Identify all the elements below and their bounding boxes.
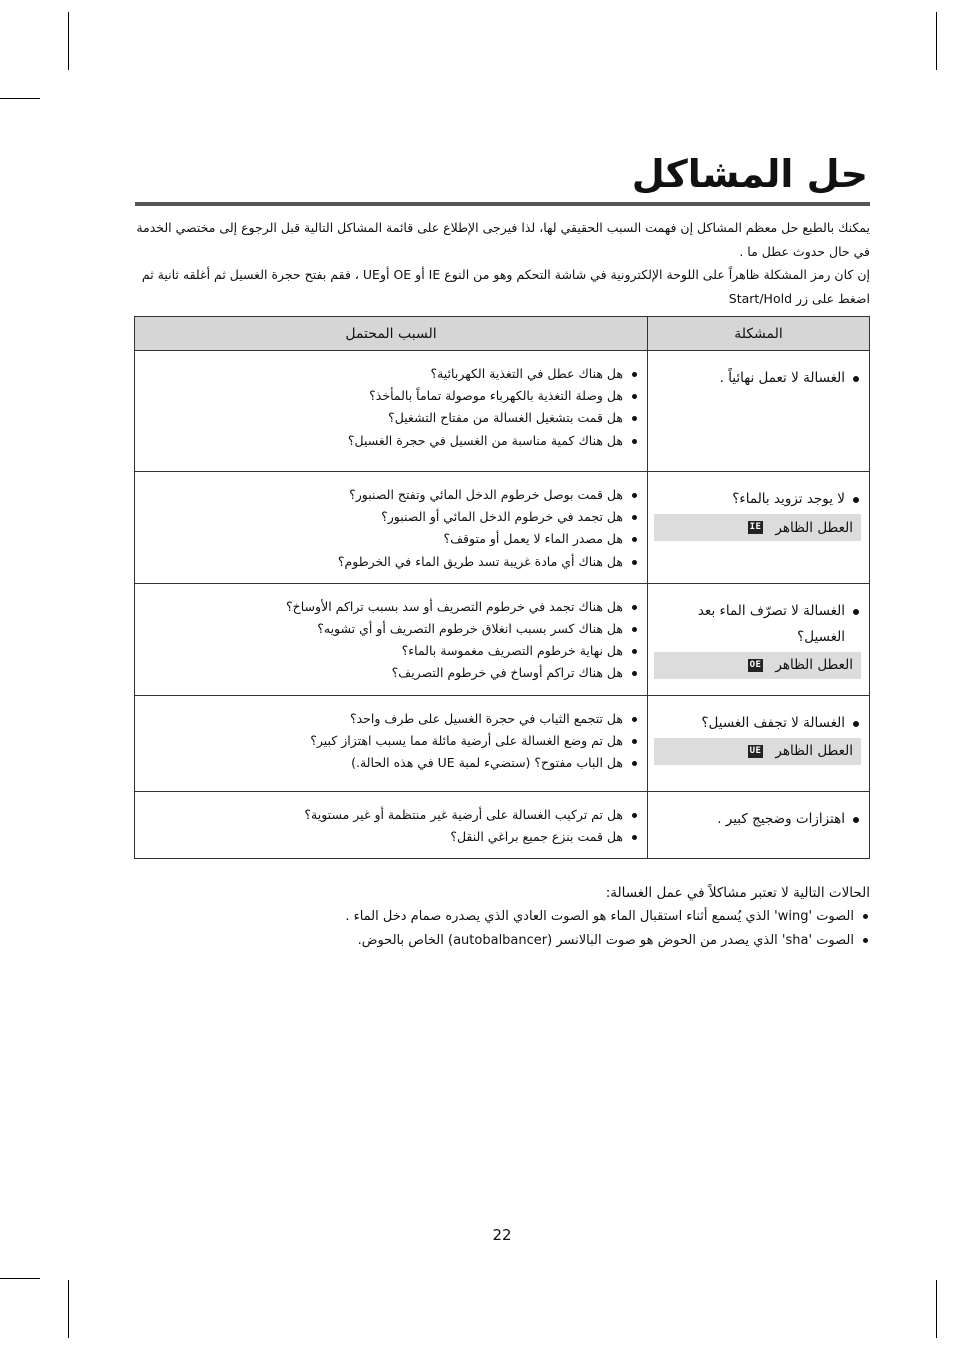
error-code-badge: OE [749,659,762,670]
intro-text [135,216,870,310]
header-cause: السبب المحتمل [135,317,648,351]
list-item: هل قمت بنزع جميع براغي النقل؟ [143,826,639,848]
list-item: هل هناك تراكم أوساخ في خرطوم التصريف؟ [143,662,639,684]
title-underline [135,202,870,206]
list-item: الصوت 'sha' الذي يصدر من الحوض هو صوت البالانسر (autobalbancer) الخاص بالحوض. [135,929,870,953]
list-item: هل تم تركيب الغسالة على أرضية غير منتظمة أو غير مستوية؟ [143,804,639,826]
error-code-bar [654,652,861,679]
error-code-badge: UE [749,745,762,756]
intro-paragraph: يمكنك بالطبع حل معظم المشاكل إن فهمت السبب الحقيقي لها، لذا فيرجى الإطلاع على قائمة المشاكل التالية قبل الرجوع إلى مختصي الخدمة في حال حدوث عطل ما . [136,220,870,259]
cause-cell [135,583,648,695]
page-content [135,150,870,953]
crop-mark [0,1278,40,1279]
table-row [135,583,870,695]
cause-cell [135,695,648,791]
crop-mark [68,12,69,70]
list-item: هل مصدر الماء لا يعمل أو متوقف؟ [143,528,639,550]
cause-cell [135,351,648,472]
crop-mark [68,1280,69,1338]
problem-cell [648,791,870,858]
table-header-row [135,317,870,351]
list-item: هل قمت بوصل خرطوم الدخل المائي وتفتح الصنبور؟ [143,484,639,506]
table-row [135,351,870,472]
list-item: هل نهاية خرطوم التصريف مغموسة بالماء؟ [143,640,639,662]
list-item: هل هناك تجمد في خرطوم التصريف أو سد بسبب تراكم الأوساخ؟ [143,596,639,618]
crop-mark [0,98,40,99]
notes-section [135,881,870,953]
problem-text: الغسالة لا تجفف الغسيل؟ [654,710,861,736]
list-item: هل هناك عطل في التغذية الكهربائية؟ [143,363,639,385]
problem-text: اهتزازات وضجيج كبير . [654,806,861,832]
problem-cell [648,472,870,584]
list-item: الصوت 'wing' الذي يُسمع أثناء استقبال الماء هو الصوت العادي الذي يصدره صمام دخل الماء . [135,905,870,929]
intro-paragraph: إن كان رمز المشكلة ظاهراً على اللوحة الإلكترونية في شاشة التحكم وهو من النوع IE أو OE أوUE ، فقم بفتح حجرة الغسيل ثم أغلقه ثانية ثم اضغط على زر Start/Hold [141,267,870,306]
crop-mark [936,12,937,70]
table-row [135,472,870,584]
page-title: حل المشاكل [631,152,868,196]
problem-text: لا يوجد تزويد بالماء؟ [654,486,861,512]
header-problem: المشكلة [648,317,870,351]
list-item: هل وصلة التغذية بالكهرباء موصولة تماماً بالمأخذ؟ [143,385,639,407]
problem-cell [648,351,870,472]
list-item: هل هناك كمية مناسبة من الغسيل في حجرة الغسيل؟ [143,430,639,452]
error-code-bar [654,514,861,541]
list-item: هل تم وضع الغسالة على أرضية مائلة مما يسبب اهتزاز كبير؟ [143,730,639,752]
page-number: 22 [492,1226,512,1244]
cause-cell [135,791,648,858]
problem-text: الغسالة لا تصرّف الماء بعد الغسيل؟ [654,598,861,650]
list-item: هل هناك كسر بسبب انغلاق خرطوم التصريف أو أي تشويه؟ [143,618,639,640]
list-item: هل تجمد في خرطوم الدخل المائي أو الصنبور؟ [143,506,639,528]
cause-cell [135,472,648,584]
list-item: هل قمت بتشغيل الغسالة من مفتاح التشغيل؟ [143,407,639,429]
error-code-badge: IE [749,522,762,532]
problem-cell [648,583,870,695]
table-row [135,791,870,858]
list-item: هل تتجمع الثياب في حجرة الغسيل على طرف واحد؟ [143,708,639,730]
crop-mark [936,1280,937,1338]
table-row [135,695,870,791]
list-item: هل هناك أي مادة غريبة تسد طريق الماء في الخرطوم؟ [143,551,639,573]
list-item: هل الباب مفتوح؟ (ستضيء لمبة UE في هذه الحالة.) [143,752,639,774]
error-code-label: العطل الظاهر [775,519,853,536]
notes-lead: الحالات التالية لا تعتبر مشاكلاً في عمل الغسالة: [605,885,870,902]
problem-text: الغسالة لا تعمل نهائياً . [654,365,861,391]
troubleshooting-table [134,316,870,859]
error-code-label: العطل الظاهر [775,657,853,674]
error-code-bar [654,738,861,765]
error-code-label: العطل الظاهر [775,743,853,760]
problem-cell [648,695,870,791]
